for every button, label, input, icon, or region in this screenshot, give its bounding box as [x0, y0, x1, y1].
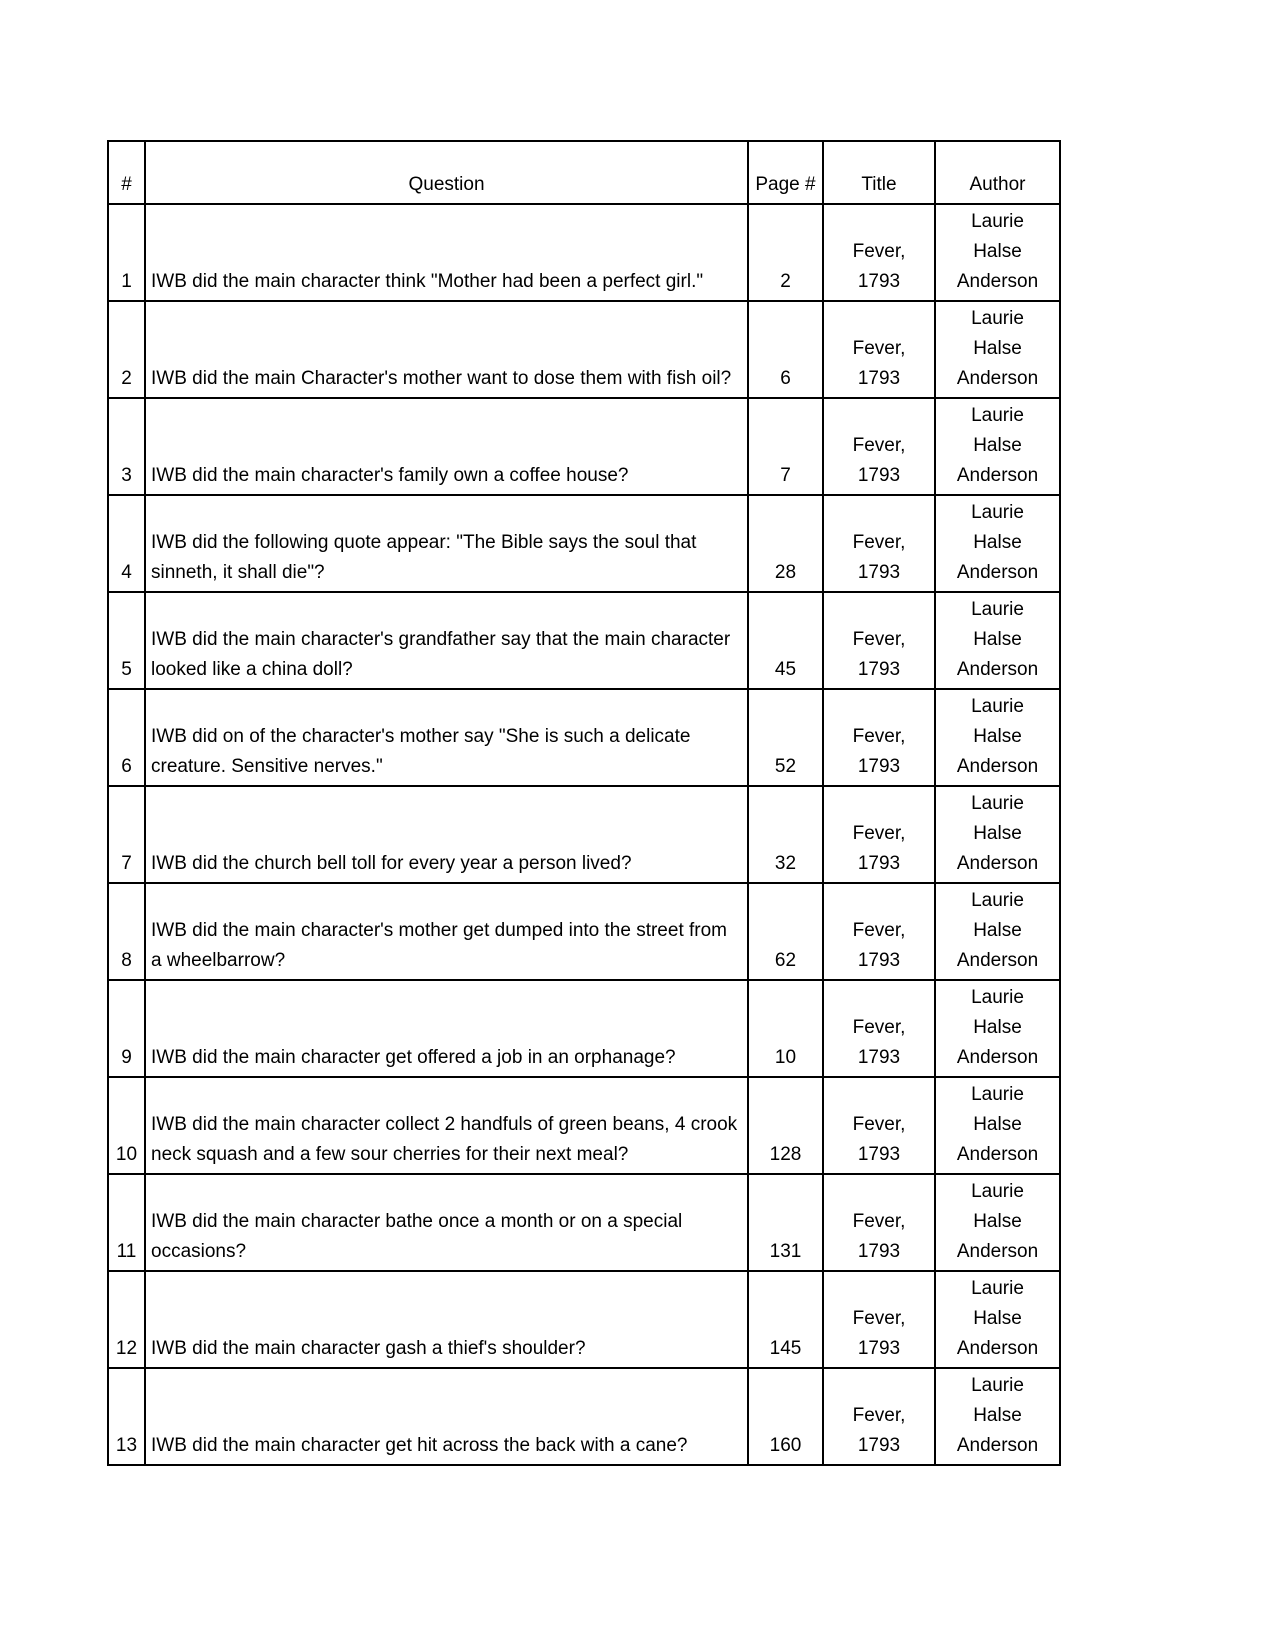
question-cell: IWB did the main character get offered a job in an orphanage? [145, 980, 748, 1077]
book-title-cell-text: Fever, 1793 [852, 920, 906, 971]
question-cell: IWB did the main character think "Mother had been a perfect girl." [145, 204, 748, 301]
quiz-table [107, 140, 1061, 1466]
question-cell: IWB did the main character get hit across the back with a cane? [145, 1368, 748, 1465]
page-number-cell: 52 [748, 689, 823, 786]
book-title-cell-text: Fever, 1793 [852, 1017, 906, 1068]
table-row [108, 1368, 1060, 1465]
question-cell: IWB did the church bell toll for every year a person lived? [145, 786, 748, 883]
book-title-cell [823, 689, 935, 786]
header-num: # [108, 141, 145, 204]
book-title-cell-text: Fever, 1793 [852, 1405, 906, 1456]
book-author-cell-text: Laurie Halse Anderson [956, 1375, 1039, 1456]
question-cell: IWB did the main character's mother get dumped into the street from a wheelbarrow? [145, 883, 748, 980]
book-title-cell-text: Fever, 1793 [852, 435, 906, 486]
question-cell: IWB did on of the character's mother say "She is such a delicate creature. Sensitive nerves." [145, 689, 748, 786]
book-author-cell-text: Laurie Halse Anderson [956, 405, 1039, 486]
row-number-cell: 6 [108, 689, 145, 786]
table-row [108, 495, 1060, 592]
book-author-cell [935, 1271, 1060, 1368]
row-number-cell: 8 [108, 883, 145, 980]
book-title-cell [823, 301, 935, 398]
header-author: Author [935, 141, 1060, 204]
page-number-cell: 32 [748, 786, 823, 883]
book-author-cell [935, 495, 1060, 592]
table-row [108, 786, 1060, 883]
book-title-cell-text: Fever, 1793 [852, 629, 906, 680]
book-title-cell-text: Fever, 1793 [852, 338, 906, 389]
book-author-cell-text: Laurie Halse Anderson [956, 1181, 1039, 1262]
book-title-cell-text: Fever, 1793 [852, 823, 906, 874]
book-author-cell [935, 1077, 1060, 1174]
table-row [108, 1271, 1060, 1368]
book-author-cell [935, 883, 1060, 980]
header-row [108, 141, 1060, 204]
book-author-cell [935, 689, 1060, 786]
book-title-cell [823, 1368, 935, 1465]
book-author-cell [935, 980, 1060, 1077]
book-author-cell-text: Laurie Halse Anderson [956, 696, 1039, 777]
book-author-cell [935, 786, 1060, 883]
page-number-cell: 160 [748, 1368, 823, 1465]
page-number-cell: 2 [748, 204, 823, 301]
table-row [108, 301, 1060, 398]
page-number-cell: 62 [748, 883, 823, 980]
row-number-cell: 3 [108, 398, 145, 495]
book-title-cell [823, 398, 935, 495]
book-author-cell [935, 301, 1060, 398]
table-row [108, 592, 1060, 689]
book-author-cell-text: Laurie Halse Anderson [956, 1084, 1039, 1165]
header-title: Title [823, 141, 935, 204]
question-cell: IWB did the main character's family own a coffee house? [145, 398, 748, 495]
row-number-cell: 2 [108, 301, 145, 398]
book-author-cell [935, 204, 1060, 301]
page-number-cell: 131 [748, 1174, 823, 1271]
question-cell: IWB did the main character gash a thief's shoulder? [145, 1271, 748, 1368]
question-cell: IWB did the main Character's mother want to dose them with fish oil? [145, 301, 748, 398]
row-number-cell: 5 [108, 592, 145, 689]
book-author-cell-text: Laurie Halse Anderson [956, 211, 1039, 292]
table-row [108, 883, 1060, 980]
book-title-cell-text: Fever, 1793 [852, 726, 906, 777]
row-number-cell: 10 [108, 1077, 145, 1174]
book-author-cell-text: Laurie Halse Anderson [956, 308, 1039, 389]
row-number-cell: 13 [108, 1368, 145, 1465]
table-row [108, 689, 1060, 786]
question-cell: IWB did the main character bathe once a month or on a special occasions? [145, 1174, 748, 1271]
header-page: Page # [748, 141, 823, 204]
table-row [108, 980, 1060, 1077]
book-title-cell [823, 1271, 935, 1368]
row-number-cell: 1 [108, 204, 145, 301]
book-title-cell [823, 980, 935, 1077]
book-title-cell [823, 883, 935, 980]
book-title-cell-text: Fever, 1793 [852, 1114, 906, 1165]
page-number-cell: 10 [748, 980, 823, 1077]
book-title-cell-text: Fever, 1793 [852, 1211, 906, 1262]
question-cell: IWB did the main character's grandfather say that the main character looked like a china doll? [145, 592, 748, 689]
book-author-cell-text: Laurie Halse Anderson [956, 1278, 1039, 1359]
book-author-cell [935, 1174, 1060, 1271]
book-title-cell [823, 592, 935, 689]
page-number-cell: 7 [748, 398, 823, 495]
book-title-cell [823, 204, 935, 301]
row-number-cell: 4 [108, 495, 145, 592]
page-number-cell: 145 [748, 1271, 823, 1368]
book-title-cell [823, 1174, 935, 1271]
book-author-cell-text: Laurie Halse Anderson [956, 890, 1039, 971]
question-cell: IWB did the following quote appear: "The Bible says the soul that sinneth, it shall die"? [145, 495, 748, 592]
book-title-cell [823, 786, 935, 883]
book-author-cell-text: Laurie Halse Anderson [956, 987, 1039, 1068]
book-author-cell [935, 1368, 1060, 1465]
page-number-cell: 128 [748, 1077, 823, 1174]
question-cell: IWB did the main character collect 2 handfuls of green beans, 4 crook neck squash and a few sour cherries for their next meal? [145, 1077, 748, 1174]
page-number-cell: 6 [748, 301, 823, 398]
table-row [108, 398, 1060, 495]
book-title-cell [823, 1077, 935, 1174]
book-author-cell-text: Laurie Halse Anderson [956, 502, 1039, 583]
page-number-cell: 28 [748, 495, 823, 592]
row-number-cell: 9 [108, 980, 145, 1077]
book-author-cell [935, 592, 1060, 689]
book-title-cell-text: Fever, 1793 [852, 1308, 906, 1359]
book-title-cell [823, 495, 935, 592]
table-row [108, 1174, 1060, 1271]
book-author-cell [935, 398, 1060, 495]
table-row [108, 1077, 1060, 1174]
row-number-cell: 12 [108, 1271, 145, 1368]
book-author-cell-text: Laurie Halse Anderson [956, 793, 1039, 874]
book-author-cell-text: Laurie Halse Anderson [956, 599, 1039, 680]
book-title-cell-text: Fever, 1793 [852, 532, 906, 583]
row-number-cell: 11 [108, 1174, 145, 1271]
table-row [108, 204, 1060, 301]
page-number-cell: 45 [748, 592, 823, 689]
book-title-cell-text: Fever, 1793 [852, 241, 906, 292]
row-number-cell: 7 [108, 786, 145, 883]
header-question: Question [145, 141, 748, 204]
